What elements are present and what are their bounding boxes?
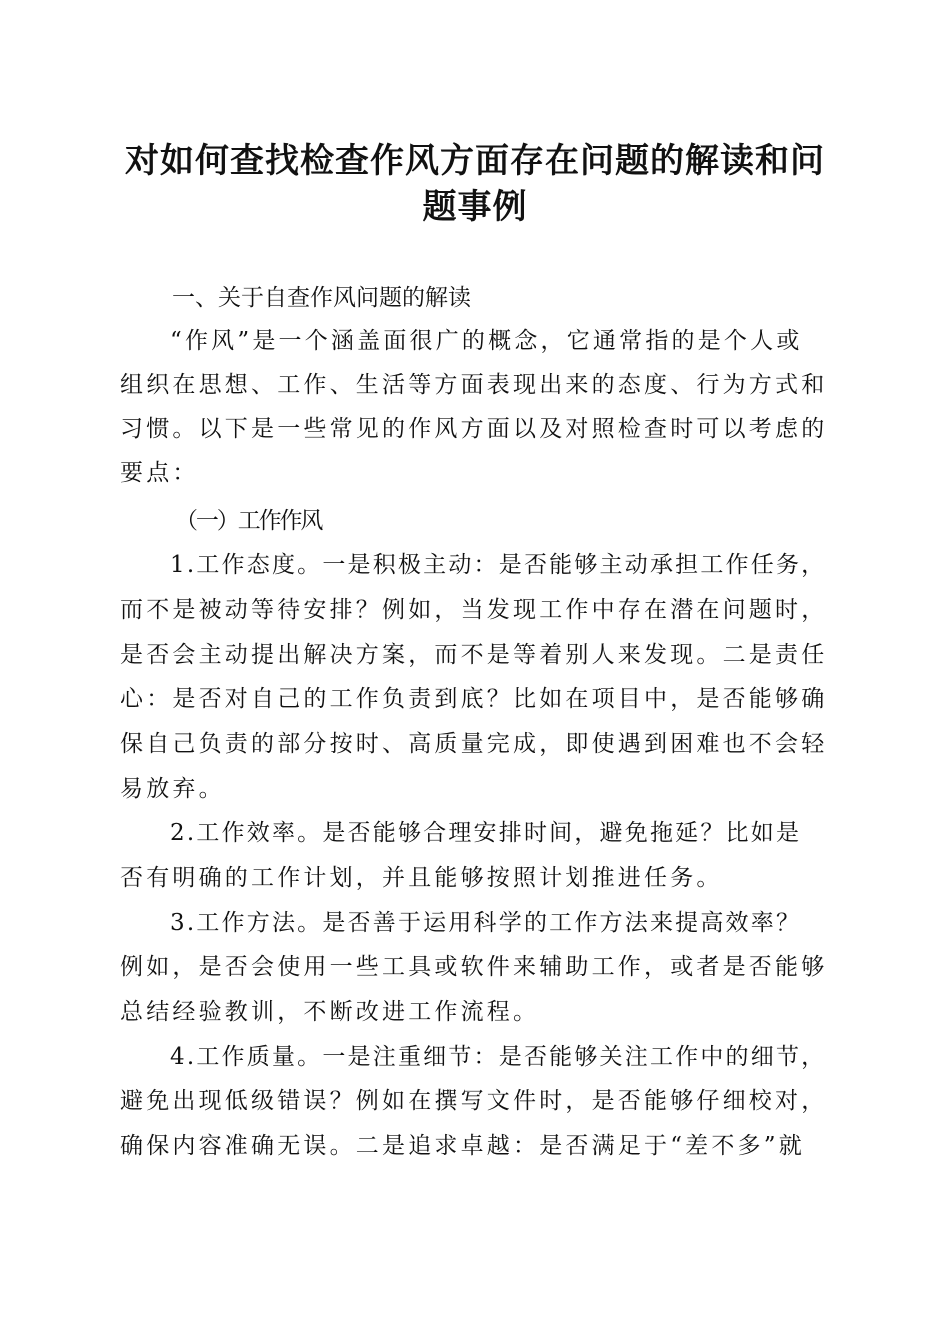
section-heading: 一、关于自查作风问题的解读 [172,285,471,311]
item1-line-1: 1.工作态度。一是积极主动：是否能够主动承担工作任务， [170,552,827,578]
item4-line-1: 4.工作质量。一是注重细节：是否能够关注工作中的细节， [170,1044,827,1070]
item1-line-2: 而不是被动等待安排？例如，当发现工作中存在潜在问题时， [120,597,828,623]
intro-line-2: 组织在思想、工作、生活等方面表现出来的态度、行为方式和 [120,372,828,398]
item1-line-6: 易放弃。 [120,776,225,802]
item4-line-3: 确保内容准确无误。二是追求卓越：是否满足于“差不多”就 [120,1133,805,1159]
document-title [110,138,840,230]
item3-line-2: 例如，是否会使用一些工具或软件来辅助工作，或者是否能够 [120,954,828,980]
title-line-2: 题事例 [422,187,528,227]
item1-line-5: 保自己负责的部分按时、高质量完成，即使遇到困难也不会轻 [120,731,828,757]
item3-line-3: 总结经验教训，不断改进工作流程。 [120,999,540,1025]
intro-line-4: 要点： [120,460,199,486]
item1-line-3: 是否会主动提出解决方案，而不是等着别人来发现。二是责任 [120,642,828,668]
intro-line-3: 习惯。以下是一些常见的作风方面以及对照检查时可以考虑的 [120,416,828,442]
item1-line-4: 心：是否对自己的工作负责到底？比如在项目中，是否能够确 [120,686,828,712]
item2-line-2: 否有明确的工作计划，并且能够按照计划推进任务。 [120,865,723,891]
item3-line-1: 3.工作方法。是否善于运用科学的工作方法来提高效率？ [170,910,802,936]
subsection-heading: （一）工作作风 [175,508,322,534]
item4-line-2: 避免出现低级错误？例如在撰写文件时，是否能够仔细校对， [120,1088,828,1114]
title-line-1: 对如何查找检查作风方面存在问题的解读和问 [125,141,825,181]
item2-line-1: 2.工作效率。是否能够合理安排时间，避免拖延？比如是 [170,820,802,846]
intro-line-1: “作风”是一个涵盖面很广的概念，它通常指的是个人或 [170,328,803,354]
